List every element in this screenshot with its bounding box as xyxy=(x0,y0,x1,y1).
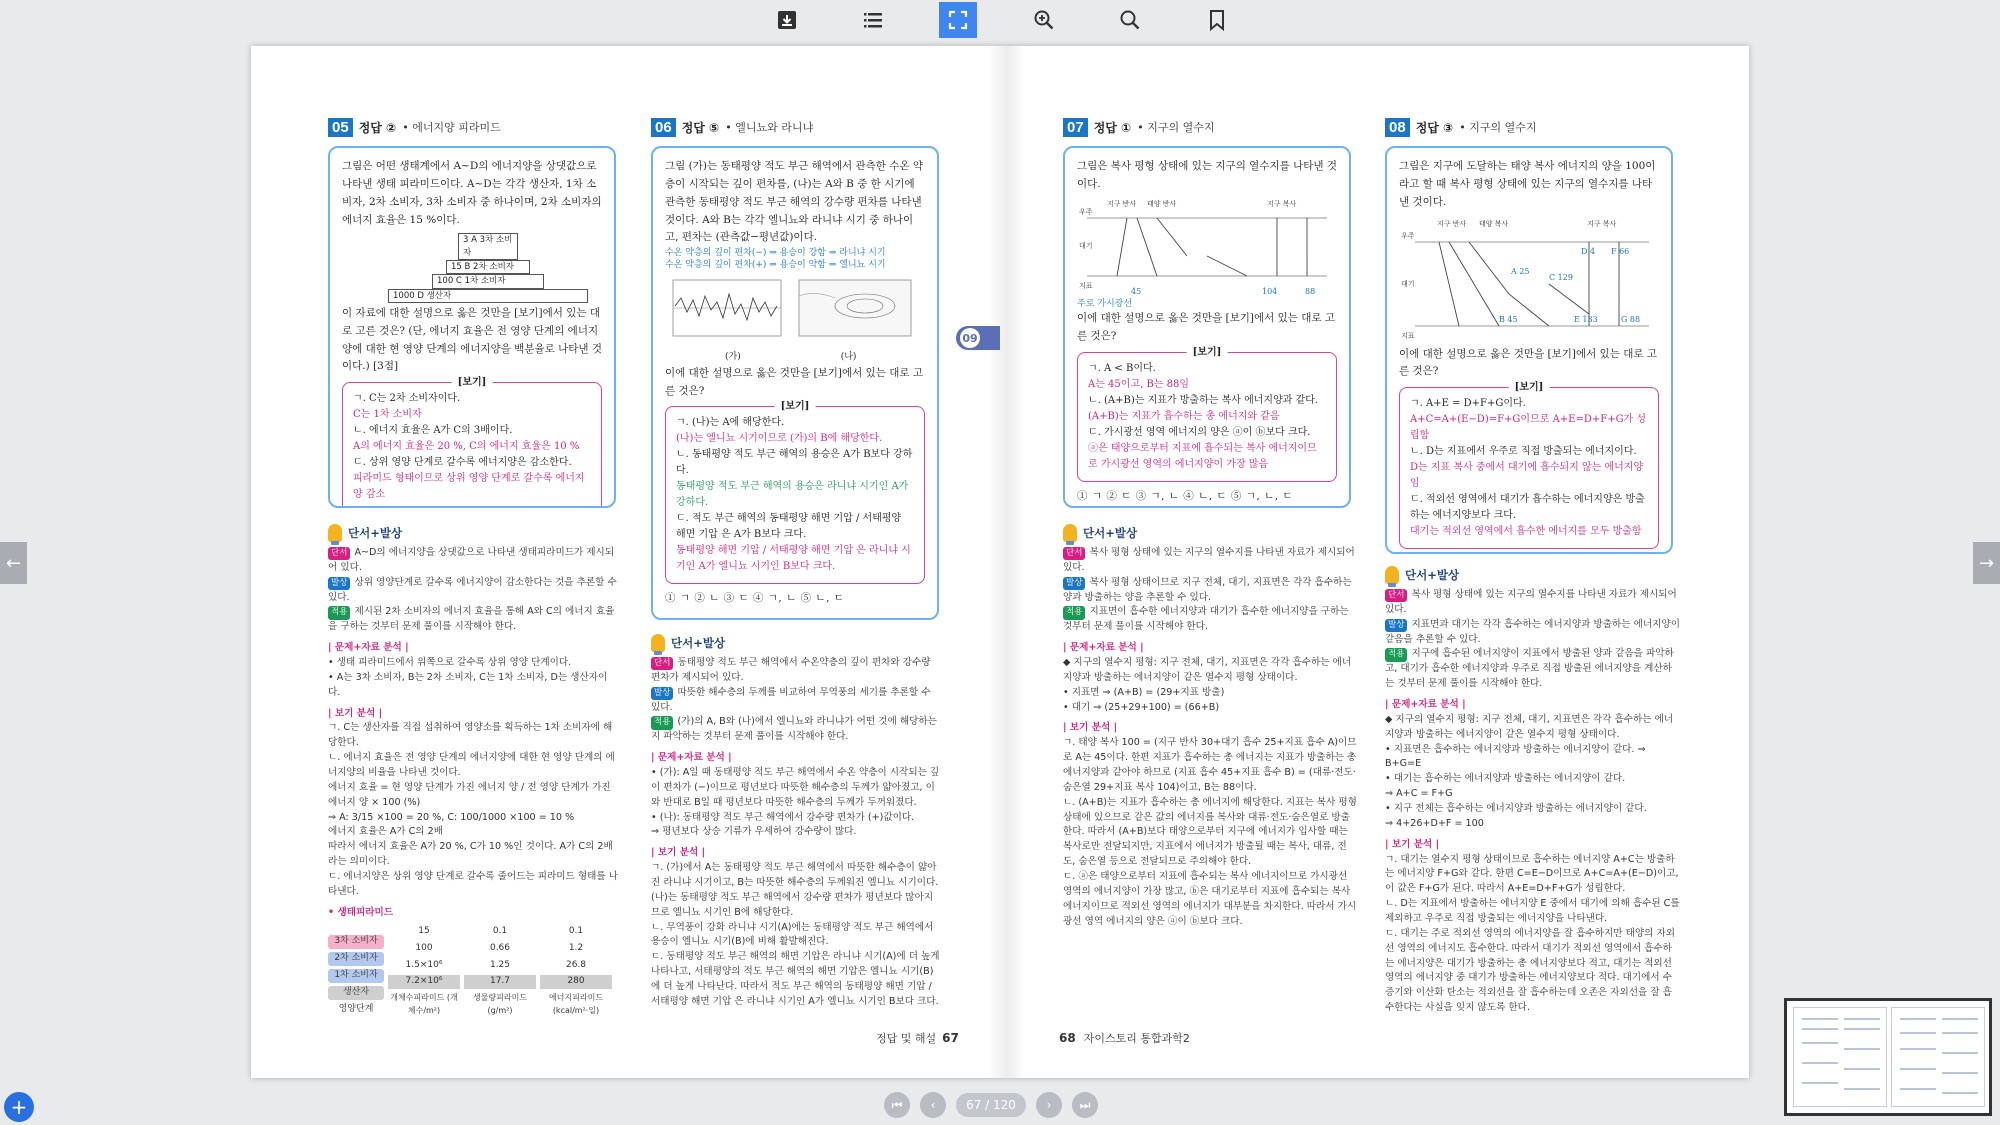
value-a: A 25 xyxy=(1511,266,1530,276)
plus-icon: + xyxy=(10,1095,28,1119)
hint-title: 단서+발상 xyxy=(348,526,403,540)
pyramid-col-label: 생물량피라미드 (g/m²) xyxy=(472,993,528,1015)
bogi-note: (나)는 엘니뇨 시기이므로 (가)의 B에 해당한다. xyxy=(676,433,883,445)
section-item: ㄱ. 태양 복사 100 = (지구 반사 30+대기 흡수 25+지표 흡수 A)이므로 A는 45이다. 한편 지표가 흡수하는 총 에너지는 지표가 방출하는 총 에너지양과 같아야 하므로 (지표 흡수 45+지표 흡수 B) = (대류·전도·숨은열 29+지표 복사 104)이고, B는 88이다. xyxy=(1063,737,1357,793)
pyramid-val: 0.1 xyxy=(492,925,508,936)
hint-line: 복사 평형 상태에 있는 지구의 열수지를 나타낸 자료가 제시되어 있다. xyxy=(1063,547,1355,573)
bogi-item: ㄷ. 가시광선 영역 에너지의 양은 ⓐ이 ⓑ보다 크다. xyxy=(1088,426,1311,438)
label-atmosphere: 대기 xyxy=(1079,241,1093,250)
prev-page-button[interactable] xyxy=(920,1092,946,1118)
section-title: | 문제+자료 분석 | xyxy=(328,642,409,654)
tag-clue: 단서 xyxy=(1385,589,1407,602)
pyramid-level-c: 100 C 1차 소비자 xyxy=(432,274,544,288)
problem-number: 08 xyxy=(1385,118,1410,137)
book-gutter xyxy=(989,46,1025,1078)
figure-captions xyxy=(665,350,925,365)
heat-budget-diagram-08 xyxy=(1399,214,1659,344)
pyramid-val: 100 xyxy=(415,942,433,953)
problem-08-header xyxy=(1385,116,1536,138)
question-text: 그림은 어떤 생태계에서 A~D의 에너지양을 상댓값으로 나타낸 생태 피라미드이다. A~D는 각각 생산자, 1차 소비자, 2차 소비자, 3차 소비자 중 하나이며, 2차 소비자의 에너지 효율은 15 %이다. xyxy=(342,160,602,226)
question-text: 그림 (가)는 동태평양 적도 부근 해역에서 관측한 수온 약층이 시작되는 깊이 편차를, (나)는 A와 B 중 한 시기에 관측한 동태평양 적도 부근 해역의 강수량 편차를 나타낸 것이다. A와 B는 각각 엘니뇨와 라니냐 시기 중 하나이고, 편차는 (관측값−평년값)이다. xyxy=(665,160,924,244)
hint-header-07 xyxy=(1063,524,1137,542)
value-104: 104 xyxy=(1262,286,1278,296)
question-text-2: 이에 대한 설명으로 옳은 것만을 [보기]에서 있는 대로 고른 것은? xyxy=(665,366,924,397)
section-item: • A는 3차 소비자, B는 2차 소비자, C는 1차 소비자, D는 생산자이다. xyxy=(328,671,608,698)
pyramid-col-count xyxy=(388,925,460,1018)
value-b: B 45 xyxy=(1499,314,1518,324)
problem-number: 05 xyxy=(328,118,353,137)
pyramid-row-labels xyxy=(328,935,384,1017)
bogi-box xyxy=(1399,382,1659,549)
page-counter[interactable]: 67 / 120 xyxy=(956,1093,1026,1117)
section-item: ㄱ. C는 생산자를 직접 섭취하여 영양소를 획득하는 1차 소비자에 해당한다. xyxy=(328,722,613,749)
hint-line: 지표면과 대기는 각각 흡수하는 에너지양과 방출하는 에너지양이 같음을 추론할 수 있다. xyxy=(1385,618,1680,645)
arrow-left-icon: ← xyxy=(5,552,22,574)
pyramid-row-label: 3차 소비자 xyxy=(328,935,384,949)
tag-idea: 발상 xyxy=(651,687,673,700)
arrow-right-icon: → xyxy=(1978,552,1995,574)
pyramid-val: 26.8 xyxy=(565,959,587,970)
pyramid-val: 17.7 xyxy=(464,975,536,989)
section-item: • 지표면은 흡수하는 에너지양과 방출하는 에너지양이 같다. ⇒ B+G=E xyxy=(1385,743,1646,770)
section-item: • 대기는 흡수하는 에너지양과 방출하는 에너지양이 같다. xyxy=(1385,773,1626,785)
pyramid-level-d: 1000 D 생산자 xyxy=(388,289,588,303)
pyramid-axis: 영양단계 xyxy=(338,1004,374,1015)
hint-line: (가)의 A, B와 (나)에서 엘니뇨와 라니냐가 어떤 것에 해당하는지 파악하는 것부터 문제 풀이를 시작해야 한다. xyxy=(651,716,937,743)
problem-06-header xyxy=(651,116,813,138)
answer-label: 정답 ① xyxy=(1093,120,1132,135)
question-text-2: 이 자료에 대한 설명으로 옳은 것만을 [보기]에서 있는 대로 고른 것은? (단, 에너지 효율은 전 영양 단계의 에너지양에 대한 현 영양 단계의 에너지양을 백분율로 나타낸 것이다.) [3점] xyxy=(342,306,602,373)
section-item: 따라서 에너지 효율은 A가 20 %, C가 10 %인 것이다. A가 C의 2배라는 의미이다. xyxy=(328,841,613,868)
bogi-item: ㄱ. (나)는 A에 해당한다. xyxy=(676,417,785,429)
bookmark-icon[interactable] xyxy=(1198,2,1236,38)
problem-number: 06 xyxy=(651,118,676,137)
tag-idea: 발상 xyxy=(328,577,350,590)
hint-line: 복사 평형 상태이므로 지구 전체, 대기, 지표면은 각각 흡수하는 양과 방출하는 양을 추론할 수 있다. xyxy=(1063,576,1352,603)
pyramid-row-label: 2차 소비자 xyxy=(328,952,384,966)
hint-header-06 xyxy=(651,634,725,652)
bogi-title: [보기] xyxy=(1187,344,1228,361)
depth-anomaly-graph xyxy=(665,276,785,346)
hint-line: 따뜻한 해수층의 두께를 비교하여 무역풍의 세기를 추론할 수 있다. xyxy=(651,686,931,713)
explanation-05 xyxy=(328,546,618,1017)
lightbulb-icon xyxy=(328,524,342,542)
value-c: C 129 xyxy=(1549,272,1573,282)
section-item: ㄴ. D는 지표에서 방출하는 에너지양 E 중에서 대기에 의해 흡수된 C를 제외하고 우주로 직접 방출되는 에너지양을 나타낸다. xyxy=(1385,898,1680,925)
topic-label: • 에너지양 피라미드 xyxy=(402,121,501,134)
section-item: ㄴ. 무역풍이 강화 라니냐 시기(A)에는 동태평양 적도 부근 해역에서 용승이 엘니뇨 시기(B)에 비해 활발해진다. xyxy=(651,921,934,948)
answer-choices: ① ㄱ ② ㄴ ③ ㄷ ④ ㄱ, ㄴ ⑤ ㄴ, ㄷ xyxy=(665,592,845,605)
next-page-button[interactable] xyxy=(1036,1092,1062,1118)
section-item: 에너지 효율은 A가 C의 2배 xyxy=(328,826,443,838)
page-number: 68 xyxy=(1059,1031,1076,1045)
figure-note: 주로 가시광선 xyxy=(1077,298,1133,309)
bogi-item: ㄱ. A < B이다. xyxy=(1088,362,1156,374)
question-text: 그림은 지구에 도달하는 태양 복사 에너지의 양을 100이라고 할 때 복사 평형 상태에 있는 지구의 열수지를 나타낸 것이다. xyxy=(1399,160,1656,208)
book-spread xyxy=(251,46,1749,1078)
section-item: • (가): A일 때 동태평양 적도 부근 해역에서 수온 약층이 시작되는 깊이 편차가 (−)이므로 평년보다 따뜻한 해수층의 두께가 얇아졌고, 이와 반대로 B일 때 평년보다 따뜻한 해수층의 두께가 두꺼워졌다. xyxy=(651,767,940,808)
list-icon[interactable] xyxy=(854,2,892,38)
problem-number: 07 xyxy=(1063,118,1088,137)
first-page-icon: ⏮ xyxy=(891,1097,903,1112)
figure-caption-ga: (가) xyxy=(725,351,741,362)
section-title: | 문제+자료 분석 | xyxy=(1063,642,1144,654)
section-item: ⇒ A+C = F+G xyxy=(1385,788,1453,800)
bogi-note: 동태평양 적도 부근 해역의 용승은 라니냐 시기인 A가 강하다. xyxy=(676,481,909,509)
value-f: F 66 xyxy=(1611,246,1630,256)
label-sun-reflection: 태양 반사 xyxy=(1147,199,1177,208)
section-item: ⇒ 4+26+D+F = 100 xyxy=(1385,817,1484,829)
value-d: D 4 xyxy=(1581,246,1596,256)
answer-label: 정답 ③ xyxy=(1415,120,1454,135)
add-button[interactable] xyxy=(4,1092,34,1122)
figure-pair xyxy=(665,276,925,346)
section-item: ◆ 지구의 열수지 평형: 지구 전체, 대기, 지표면은 각각 흡수하는 에너지양과 방출하는 에너지양이 같은 열수지 평형 상태이다. xyxy=(1063,657,1352,683)
section-title: | 보기 분석 | xyxy=(1063,722,1118,734)
section-item: ㄷ. 동태평양 적도 부근 해역의 해면 기압은 라니냐 시기(A)에 더 높게 나타나고, 서태평양의 적도 부근 해역의 해면 기압은 엘니뇨 시기(B)에 더 높게 나타난다. 따라서 적도 부근 해역의 동태평양 해면 기압 / 서태평양 해면 기압 은 라니냐 시기인 A가 엘니뇨 시기인 B보다 크다. xyxy=(651,951,940,1007)
hint-line: 지표면이 흡수한 에너지양과 대기가 흡수한 에너지양을 구하는 것부터 문제 풀이를 시작해야 한다. xyxy=(1063,606,1349,633)
section-title: | 문제+자료 분석 | xyxy=(651,752,732,764)
tag-clue: 단서 xyxy=(1063,547,1085,560)
pyramid-col-label: 에너지피라미드 (kcal/m²·일) xyxy=(548,993,604,1015)
bogi-note: ⓐ은 태양으로부터 지표에 흡수되는 복사 에너지이므로 가시광선 영역의 에너지양이 가장 많음 xyxy=(1088,442,1317,470)
answer-label: 정답 ② xyxy=(358,120,397,135)
section-title: | 보기 분석 | xyxy=(1385,838,1440,850)
lightbulb-icon xyxy=(1063,524,1077,542)
footer-label: 정답 및 해설 xyxy=(876,1032,937,1045)
label-earth-reflection: 지구 반사 xyxy=(1437,219,1467,228)
figure-note: 수온 약층의 깊이 편차(−) ⇒ 용승이 강함 ⇒ 라니냐 시기 xyxy=(665,248,886,259)
section-title: | 문제+자료 분석 | xyxy=(1385,699,1466,711)
tag-idea: 발상 xyxy=(1385,619,1407,632)
section-item: • 생태 피라미드에서 위쪽으로 갈수록 상위 영양 단계이다. xyxy=(328,657,572,669)
tag-clue: 단서 xyxy=(328,547,350,560)
bogi-box xyxy=(1077,346,1337,482)
heat-budget-diagram-07 xyxy=(1077,196,1337,296)
hint-header-05 xyxy=(328,524,402,542)
prev-page-icon: ‹ xyxy=(930,1098,936,1112)
pyramid-level-b: 15 B 2차 소비자 xyxy=(446,260,530,274)
topic-label: • 엘니뇨와 라니냐 xyxy=(725,121,814,134)
chapter-tab[interactable] xyxy=(956,326,1000,350)
section-item: ⇒ A: 3/15 ×100 = 20 %, C: 100/1000 ×100 = 10 % xyxy=(328,811,575,823)
tag-clue: 단서 xyxy=(651,657,673,670)
fullscreen-icon[interactable] xyxy=(939,2,977,38)
value-88: 88 xyxy=(1305,286,1316,296)
question-text-2: 이에 대한 설명으로 옳은 것만을 [보기]에서 있는 대로 고른 것은? xyxy=(1399,347,1658,378)
value-45: 45 xyxy=(1131,286,1142,296)
footer-label: 자이스토리 통합과학2 xyxy=(1083,1032,1190,1045)
section-item: • (나): 동태평양 적도 부근 해역에서 강수량 편차가 (+)값이다. xyxy=(651,811,915,823)
pager xyxy=(884,1090,1098,1120)
bogi-note: (A+B)는 지표가 흡수하는 총 에너지와 같음 xyxy=(1088,410,1280,422)
section-item: • 대기 ⇒ (25+29+100) = (66+B) xyxy=(1063,701,1220,713)
section-item: ◆ 지구의 열수지 평형: 지구 전체, 대기, 지표면은 각각 흡수하는 에너지양과 방출하는 에너지양이 같은 열수지 평형 상태이다. xyxy=(1385,713,1674,740)
pyramid-val: 1.25 xyxy=(489,959,511,970)
page-number: 67 xyxy=(942,1031,959,1045)
tag-idea: 발상 xyxy=(1063,577,1085,590)
bogi-box xyxy=(665,401,925,584)
hint-title: 단서+발상 xyxy=(1405,568,1460,582)
pyramid-val: 0.1 xyxy=(568,925,584,936)
bogi-note: A의 에너지 효율은 20 %, C의 에너지 효율은 10 % xyxy=(353,441,580,453)
bogi-item: ㄷ. 적외선 영역에서 대기가 흡수하는 에너지양은 방출하는 에너지양보다 크다. xyxy=(1410,494,1645,522)
bogi-box xyxy=(342,377,602,508)
section-item: ㄷ. ⓐ은 태양으로부터 지표에 흡수되는 복사 에너지이므로 가시광선 영역의 에너지양이 가장 많고, ⓑ은 대기로부터 지표에 흡수되는 복사 에너지이므로 적외선 영역의 에너지가 대부분을 차지한다. 따라서 가시광선 영역 에너지의 양은 ⓐ이 ⓑ보다 크다. xyxy=(1063,871,1357,927)
section-item: ㄴ. 에너지 효율은 전 영양 단계의 에너지양에 대한 현 영양 단계의 에너지양의 비율을 나타낸 것이다. xyxy=(328,752,615,779)
pyramid-col-biomass xyxy=(464,925,536,1018)
bogi-item: ㄱ. C는 2차 소비자이다. xyxy=(353,393,461,405)
bogi-note: A+C=A+(E−D)=F+G이므로 A+E=D+F+G가 성립함 xyxy=(1410,414,1647,442)
bogi-item: ㄴ. (A+B)는 지표가 방출하는 복사 에너지양과 같다. xyxy=(1088,394,1319,406)
section-item: ㄷ. 에너지양은 상위 영양 단계로 갈수록 줄어드는 피라미드 형태를 나타낸다. xyxy=(328,871,618,897)
page-thumbnail-navigator[interactable] xyxy=(1784,998,1992,1116)
label-atmosphere: 대기 xyxy=(1401,279,1415,288)
bogi-item: ㄷ. 적도 부근 해역의 동태평양 해면 기압 / 서태평양 해면 기압 은 A가 B보다 크다. xyxy=(676,513,902,541)
problem-05-header xyxy=(328,116,501,138)
tag-apply: 적용 xyxy=(1385,648,1407,661)
problem-06-box xyxy=(651,146,939,620)
chapter-tab-label: 09 xyxy=(960,328,980,348)
lightbulb-icon xyxy=(1385,566,1399,584)
explanation-07 xyxy=(1063,546,1359,929)
section-item: ㄱ. 대기는 열수지 평형 상태이므로 흡수하는 에너지양 A+C는 방출하는 에너지양 F+G와 같다. 한편 C=E−D이므로 A+C=A+(E−D)이고, 이 값은 F+G가 된다. 따라서 A+E=D+F+G가 성립한다. xyxy=(1385,853,1679,895)
value-e: E 133 xyxy=(1574,314,1598,324)
figure-note: 수온 약층의 깊이 편차(+) ⇒ 용승이 약함 ⇒ 엘니뇨 시기 xyxy=(665,260,886,271)
hint-line: 복사 평형 상태에 있는 지구의 열수지를 나타낸 자료가 제시되어 있다. xyxy=(1385,589,1677,615)
precipitation-map xyxy=(795,276,915,346)
topic-label: • 지구의 열수지 xyxy=(1137,121,1215,134)
hint-line: 동태평양 적도 부근 해역에서 수온약층의 깊이 편차와 강수량 편차가 제시되어 있다. xyxy=(651,657,931,683)
section-item: ㄱ. (가)에서 A는 동태평양 적도 부근 해역에서 따뜻한 해수층이 얇아진 라니냐 시기이고, B는 따뜻한 해수층의 두께워진 엘니뇨 시기이다. (나)는 동태평양 적도 부근 해역에서 강수량 편차가 평년보다 많아지므로 엘니뇨 시기인 B에 해당한다. xyxy=(651,862,939,918)
section-item: • 지표면 ⇒ (A+B) = (29+지표 방출) xyxy=(1063,686,1225,698)
bogi-item: ㄷ. 상위 영양 단계로 갈수록 에너지양은 감소한다. xyxy=(353,457,572,469)
section-item: ⇒ 평년보다 상승 기류가 우세하여 강수량이 많다. xyxy=(651,826,857,838)
section-item: • 지구 전체는 흡수하는 에너지양과 방출하는 에너지양이 같다. xyxy=(1385,803,1647,815)
pyramid-val: 1.5×10⁶ xyxy=(405,959,443,970)
figure-caption-na: (나) xyxy=(840,351,857,362)
pyramid-level-a: 3 A 3차 소비자 xyxy=(458,233,518,260)
problem-07-box xyxy=(1063,146,1351,508)
pyramid-val: 7.2×10⁶ xyxy=(388,975,460,989)
hint-title: 단서+발상 xyxy=(1083,526,1138,540)
label-earth-radiation: 지구 복사 xyxy=(1267,199,1297,208)
bogi-title: [보기] xyxy=(775,398,816,415)
problem-08-box xyxy=(1385,146,1673,554)
pyramid-table xyxy=(328,925,618,1018)
answer-choices: ① ㄱ ② ㄷ ③ ㄱ, ㄴ ④ ㄴ, ㄷ ⑤ ㄱ, ㄴ, ㄷ xyxy=(1077,489,1294,502)
label-ground: 지표 xyxy=(1401,331,1415,340)
topic-label: • 지구의 열수지 xyxy=(1459,121,1537,134)
label-space: 우주 xyxy=(1401,231,1415,240)
section-title: | 보기 분석 | xyxy=(651,847,706,859)
label-ground: 지표 xyxy=(1079,281,1093,290)
bogi-title: [보기] xyxy=(452,374,493,391)
bogi-title: [보기] xyxy=(1509,379,1550,396)
pyramid-val: 1.2 xyxy=(568,942,584,953)
bogi-note: C는 1차 소비자 xyxy=(353,409,422,421)
question-text: 그림은 복사 평형 상태에 있는 지구의 열수지를 나타낸 것이다. xyxy=(1077,160,1337,190)
thumbnail-right-page xyxy=(1891,1007,1985,1107)
energy-pyramid xyxy=(388,233,602,303)
top-toolbar xyxy=(0,0,2000,40)
hint-line: 지구에 흡수된 에너지양이 지표에서 방출된 양과 같음을 파악하고, 대기가 흡수한 에너지양과 우주로 직접 방출된 에너지양을 계산하는 것부터 문제 풀이를 시작해야 한다. xyxy=(1385,648,1674,690)
section-item: ㄴ. (A+B)는 지표가 흡수하는 총 에너지에 해당한다. 지표는 복사 평형 상태에 있으므로 같은 값의 에너지를 복사와 대류·전도·숨은열로 방출한다. 따라서 (A+B)보다 태양으로부터 지구에 에너지가 입사할 때는 복사로만 전달되지만, 지표에서 에너지가 방출될 때는 복사, 대류, 전도, 숨은열 등으로 전달되므로 주의해야 한다. xyxy=(1063,796,1357,868)
question-text-2: 이에 대한 설명으로 옳은 것만을 [보기]에서 있는 대로 고른 것은? xyxy=(1077,311,1336,342)
search-icon[interactable] xyxy=(1111,2,1149,38)
hint-line: 제시된 2차 소비자의 에너지 효율을 통해 A와 C의 에너지 효율을 구하는 것부터 문제 풀이를 시작해야 한다. xyxy=(328,606,615,633)
pyramid-val: 15 xyxy=(418,925,430,936)
explanation-06 xyxy=(651,656,941,1010)
pyramid-col-energy xyxy=(540,925,612,1018)
hint-line: A~D의 에너지양을 상댓값으로 나타낸 생태피라미드가 제시되어 있다. xyxy=(328,547,615,573)
value-g: G 88 xyxy=(1621,314,1641,324)
next-page-icon: › xyxy=(1046,1098,1052,1112)
section-title: | 보기 분석 | xyxy=(328,707,383,719)
bogi-note: D는 지표 복사 중에서 대기에 흡수되지 않는 에너지양임 xyxy=(1410,462,1644,490)
tag-apply: 적용 xyxy=(651,716,673,729)
label-space: 우주 xyxy=(1079,207,1093,216)
answer-label: 정답 ⑤ xyxy=(681,120,720,135)
last-page-icon: ⏭ xyxy=(1079,1097,1091,1112)
explanation-08 xyxy=(1385,588,1681,1016)
bogi-item: ㄴ. D는 지표에서 우주로 직접 방출되는 에너지이다. xyxy=(1410,446,1637,458)
label-earth-radiation: 지구 복사 xyxy=(1587,219,1617,228)
hint-header-08 xyxy=(1385,566,1459,584)
download-icon[interactable] xyxy=(768,2,806,38)
bogi-item: ㄴ. 동태평양 적도 부근 해역의 용승은 A가 B보다 강하다. xyxy=(676,449,913,477)
hint-line: 상위 영양단계로 갈수록 에너지양이 감소한다는 것을 추론할 수 있다. xyxy=(328,576,617,603)
right-page-footer xyxy=(1059,1030,1190,1046)
label-solar-radiation: 태양 복사 xyxy=(1479,219,1509,228)
tag-apply: 적용 xyxy=(328,606,350,619)
bogi-item: ㄴ. 에너지 효율은 A가 C의 3배이다. xyxy=(353,425,513,437)
problem-05-box xyxy=(328,146,616,508)
prev-page-arrow[interactable] xyxy=(0,542,27,584)
pyramid-title: • 생태피라미드 xyxy=(328,906,394,918)
hint-title: 단서+발상 xyxy=(671,636,726,650)
pyramid-val: 280 xyxy=(540,975,612,989)
pyramid-val: 0.66 xyxy=(489,942,511,953)
pyramid-row-label: 생산자 xyxy=(328,986,384,1000)
section-item: ㄷ. 대기는 주로 적외선 영역의 에너지양을 잘 흡수하지만 태양의 자외선 영역의 에너지도 흡수한다. 따라서 대기가 적외선 영역에서 흡수하는 에너지양은 대기가 방출하는 총 에너지양보다 적고, 대기는 적외선 영역의 에너지양 중 대기가 방출하는 에너지양보다 적다. 대기에서 수증기와 이산화 탄소는 적외선을 잘 흡수하는데 오존은 자외선을 잘 흡수한다는 사실을 잊지 않도록 한다. xyxy=(1385,927,1675,1014)
zoom-in-icon[interactable] xyxy=(1025,2,1063,38)
first-page-button[interactable] xyxy=(884,1092,910,1118)
thumbnail-left-page xyxy=(1793,1007,1887,1107)
bogi-note: A는 45이고, B는 88임 xyxy=(1088,378,1190,390)
bogi-item: ㄱ. A+E = D+F+G이다. xyxy=(1410,398,1526,410)
section-item: 에너지 효율 = 현 영양 단계가 가진 에너지 양 / 전 영양 단계가 가진 에너지 양 × 100 (%) xyxy=(328,781,611,808)
problem-07-header xyxy=(1063,116,1214,138)
last-page-button[interactable] xyxy=(1072,1092,1098,1118)
label-earth-reflection: 지구 반사 xyxy=(1107,199,1137,208)
pyramid-col-label: 개체수피라미드 (개체수/m²) xyxy=(390,993,458,1015)
bogi-note: 피라미드 형태이므로 상위 영양 단계로 갈수록 에너지양 감소 xyxy=(353,473,585,501)
left-page-footer xyxy=(876,1030,959,1046)
next-page-arrow[interactable] xyxy=(1973,542,2000,584)
bogi-note: 동태평양 해면 기압 / 서태평양 해면 기압 은 라니냐 시기인 A가 엘니뇨 시기인 B보다 크다. xyxy=(676,545,911,573)
tag-apply: 적용 xyxy=(1063,606,1085,619)
pyramid-row-label: 1차 소비자 xyxy=(328,969,384,983)
bogi-note: 대기는 적외선 영역에서 흡수한 에너지를 모두 방출함 xyxy=(1410,526,1642,538)
lightbulb-icon xyxy=(651,634,665,652)
